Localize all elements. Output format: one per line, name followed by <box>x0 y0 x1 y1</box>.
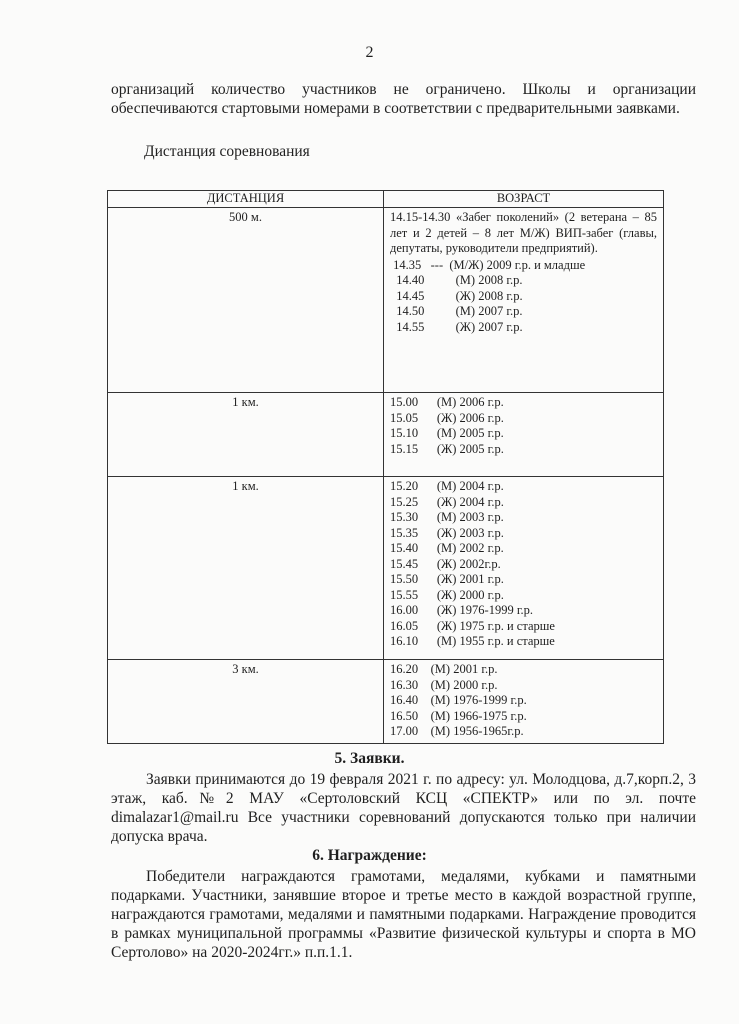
schedule-line: 14.50 (М) 2007 г.р. <box>390 304 523 318</box>
age-cell <box>384 208 664 393</box>
schedule-line: 17.00 (М) 1956-1965г.р. <box>390 724 524 738</box>
age-cell <box>384 477 664 660</box>
race-description: 14.15-14.30 «Забег поколений» (2 ветерана – 85 лет и 2 детей – 8 лет М/Ж) ВИП-забег (главы, депутаты, руководители предприятий). <box>390 210 657 255</box>
schedule-line: 14.45 (Ж) 2008 г.р. <box>390 288 523 303</box>
schedule-line: 14.40 (М) 2008 г.р. <box>390 273 523 287</box>
schedule-line: 15.35 (Ж) 2003 г.р. <box>390 525 504 540</box>
section-6-paragraph: Победители награждаются грамотами, медалями, кубками и памятными подарками. Участники, занявшие второе и третье место в каждой возрастной группе, награждаются грамотами, медалями и памятными подарками. Награждение проводится в рамках муниципальной программы «Развитие физической культуры и спорта в МО Сертолово» на 2020-2024гг.» п.п.1.1. <box>111 868 696 961</box>
schedule-line: 15.40 (М) 2002 г.р. <box>390 541 504 555</box>
table-row <box>108 477 664 660</box>
schedule-line: 16.10 (М) 1955 г.р. и старше <box>390 634 555 648</box>
schedule-line: 16.40 (М) 1976-1999 г.р. <box>390 693 527 707</box>
age-cell <box>384 660 664 744</box>
schedule-line: 15.50 (Ж) 2001 г.р. <box>390 572 504 586</box>
schedule-line: 15.20 (М) 2004 г.р. <box>390 479 504 493</box>
section-6-title: 6. Награждение: <box>312 847 427 864</box>
schedule-line: 14.35 --- (М/Ж) 2009 г.р. и младше <box>390 257 586 272</box>
schedule-line: 15.05 (Ж) 2006 г.р. <box>390 410 504 425</box>
table-row <box>108 208 664 393</box>
table-row <box>108 660 664 744</box>
schedule-line: 14.55 (Ж) 2007 г.р. <box>390 319 523 334</box>
distance-table <box>107 190 664 744</box>
table-row <box>108 393 664 477</box>
distance-cell: 3 км. <box>108 660 384 744</box>
schedule-line: 16.50 (М) 1966-1975 г.р. <box>390 708 527 723</box>
intro-paragraph: организаций количество участников не ограничено. Школы и организации обеспечиваются стартовыми номерами в соответствии с предварительными заявками. <box>111 81 696 117</box>
schedule-line: 15.45 (Ж) 2002г.р. <box>390 556 501 571</box>
schedule-line: 15.15 (Ж) 2005 г.р. <box>390 441 504 456</box>
distance-cell: 1 км. <box>108 393 384 477</box>
schedule-line: 16.00 (Ж) 1976-1999 г.р. <box>390 603 534 617</box>
schedule-line: 16.30 (М) 2000 г.р. <box>390 677 498 692</box>
header-age: ВОЗРАСТ <box>384 191 664 208</box>
section-5-paragraph: Заявки принимаются до 19 февраля 2021 г. по адресу: ул. Молодцова, д.7,корп.2, 3 этаж, каб.№2 МАУ «Сертоловский КСЦ «СПЕКТР» или по эл. почте dimalazar1@mail.ru Все участники соревнований допускаются только при наличии допуска врача. <box>111 771 696 845</box>
schedule-line: 15.30 (М) 2003 г.р. <box>390 510 504 524</box>
page-number: 2 <box>365 44 374 61</box>
table-header-row <box>108 191 664 208</box>
schedule-line: 15.25 (Ж) 2004 г.р. <box>390 494 504 509</box>
schedule-line: 16.05 (Ж) 1975 г.р. и старше <box>390 618 555 633</box>
schedule-line: 15.55 (Ж) 2000 г.р. <box>390 587 504 602</box>
header-distance: ДИСТАНЦИЯ <box>108 191 384 208</box>
schedule-line: 16.20 (М) 2001 г.р. <box>390 662 498 676</box>
age-cell <box>384 393 664 477</box>
distance-heading: Дистанция соревнования <box>144 143 310 160</box>
distance-cell: 1 км. <box>108 477 384 660</box>
section-5-title: 5. Заявки. <box>334 750 405 767</box>
distance-cell: 500 м. <box>108 208 384 393</box>
schedule-line: 15.10 (М) 2005 г.р. <box>390 426 504 440</box>
schedule-line: 15.00 (М) 2006 г.р. <box>390 395 504 409</box>
